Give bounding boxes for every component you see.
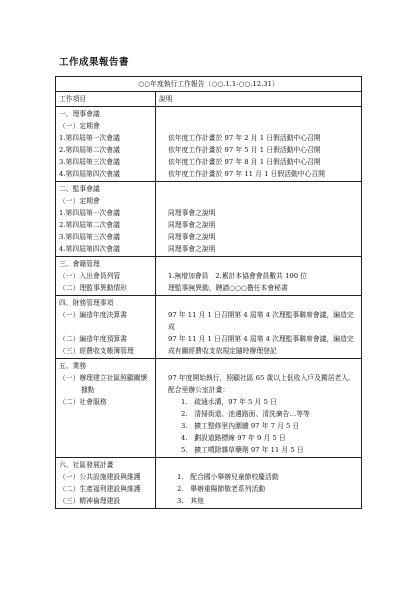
item-line: （二）社會服務 (59, 398, 107, 406)
item-line: 1.第四屆第一次會議 (59, 134, 120, 142)
desc-line (159, 360, 358, 372)
section-row-membership (56, 257, 362, 296)
item-line: （一）辦理建立社區照顧關懷據點 (59, 374, 148, 394)
desc-line: 配合里辦公室計畫： (168, 386, 230, 394)
list-item: 3. 其他 (177, 497, 204, 505)
section-descriptions (156, 182, 362, 257)
desc-line (159, 258, 358, 270)
section-row-board-meetings (56, 107, 362, 182)
desc-line (159, 120, 358, 132)
item-line: （三）精神倫理建設 (59, 497, 121, 505)
item-line: （二）編造年度預算書 (59, 335, 127, 343)
list-item: 4. 劃設道路標線 97 年 9 月 5 日 (181, 434, 286, 442)
item-line: （三）經費收支帳簿管理 (59, 347, 134, 355)
header-desc: 說明 (156, 92, 362, 107)
section-row-supervisor-meetings (56, 182, 362, 257)
section-items (56, 182, 156, 257)
desc-line: 依年度工作計畫於 97 年 8 月 1 日假活動中心召開 (168, 158, 321, 166)
item-line: 四、財務管理事項 (59, 299, 114, 307)
desc-line: 同理事會之說明 (168, 245, 216, 253)
item-line: 二、監事會議 (59, 185, 100, 193)
item-line: 3.第四屆第三次會議 (59, 233, 120, 241)
desc-line: 依年度工作計畫於 97 年 2 月 1 日假活動中心召開 (168, 134, 321, 142)
desc-line: 依年度工作計畫於 97 年 11 月 1 日假活動中心召開 (168, 170, 325, 178)
desc-line (159, 108, 358, 120)
section-items (56, 359, 156, 458)
item-line: 六、社區發展計畫 (59, 461, 114, 469)
list-item: 1. 配合國小舉辦兒童節校慶活動 (177, 473, 279, 481)
section-items (56, 458, 156, 509)
item-line: 3.第四屆第三次會議 (59, 158, 120, 166)
item-line: 三、會籍管理 (59, 260, 100, 268)
item-line: 2.第四屆第二次會議 (59, 146, 120, 154)
list-item: 5. 擴工噴除雜草藥劑 97 年 11 月 5 日 (181, 446, 304, 454)
item-line: （一）定期會 (59, 197, 100, 205)
caption-row (56, 77, 362, 92)
list-item: 1. 疏通水溝，97 年 5 月 5 日 (181, 398, 277, 406)
section-descriptions (156, 296, 362, 359)
header-item: 工作項目 (56, 92, 156, 107)
header-row (56, 92, 362, 107)
section-descriptions (156, 359, 362, 458)
item-line: （一）公共設施建設與維護 (59, 473, 141, 481)
item-line: （一）定期會 (59, 122, 100, 130)
desc-line: 1.無增加會員 2.累計本協會會員數共 100 位 (168, 272, 308, 280)
item-line: 1.第四屆第一次會議 (59, 209, 120, 217)
section-row-business (56, 359, 362, 458)
desc-line: 97 年度開始執行，照顧社區 65 歲以上低收入戶及獨居老人。 (168, 374, 355, 382)
section-descriptions (156, 458, 362, 509)
desc-line: 97 年 11 月 1 日召開第 4 屆第 4 次理監事聯席會議，編造完成 (168, 311, 354, 331)
desc-line: 97 年 11 月 1 日召開第 4 屆第 4 次理監事聯席會議，編造完成有關經費收支依規定隨時辦理登記 (168, 335, 354, 355)
desc-line: 依年度工作計畫於 97 年 5 月 1 日假活動中心召開 (168, 146, 321, 154)
desc-line (159, 195, 358, 207)
section-descriptions (156, 257, 362, 296)
desc-line: 理監事無異動，聘請○○○擔任本會秘書 (168, 284, 288, 292)
item-line: 4.第四屆第四次會議 (59, 245, 120, 253)
item-line: （二）生產福利建設與維護 (59, 485, 141, 493)
desc-line (159, 459, 358, 471)
section-items (56, 257, 156, 296)
section-items (56, 296, 156, 359)
section-items (56, 107, 156, 182)
item-line: 4.第四屆第四次會議 (59, 170, 120, 178)
report-table (55, 76, 362, 509)
desc-line: 同理事會之說明 (168, 221, 216, 229)
list-item: 3. 擴工整修里內圍牆 97 年 7 月 5 日 (181, 422, 300, 430)
item-line: （一）入出會員列管 (59, 272, 121, 280)
section-row-finance (56, 296, 362, 359)
document-title: 工作成果報告書 (59, 57, 130, 68)
item-line: 五、業務 (59, 362, 87, 370)
item-line: 2.第四屆第二次會議 (59, 221, 120, 229)
desc-line: 同理事會之說明 (168, 233, 216, 241)
list-item: 2. 舉辦重陽節敬老系列活動 (177, 485, 266, 493)
list-item: 2. 清掃街道、池邊路面、清洗廣告…等等 (181, 410, 310, 418)
section-descriptions (156, 107, 362, 182)
item-line: （二）理監事異動情形 (59, 284, 127, 292)
desc-line (159, 183, 358, 195)
table-caption: ○○年度執行工作報告（○○.1.1-○○.12.31） (56, 77, 362, 92)
desc-line: 同理事會之說明 (168, 209, 216, 217)
desc-line (159, 297, 358, 309)
item-line: （一）編造年度決算書 (59, 311, 127, 319)
section-row-community-development (56, 458, 362, 509)
item-line: 一、理事會議 (59, 110, 100, 118)
